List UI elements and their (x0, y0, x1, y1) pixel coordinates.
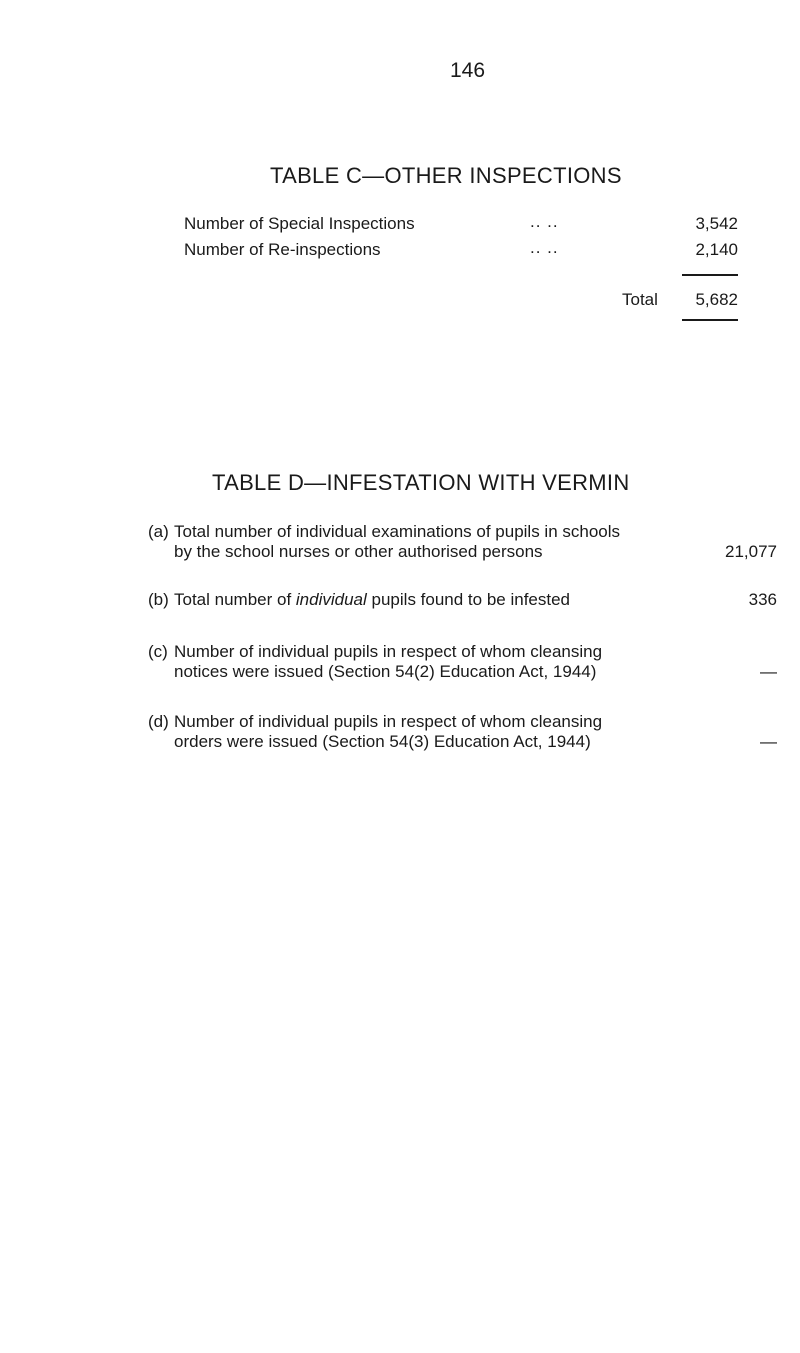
subtotal-rule (682, 274, 738, 276)
item-value: — (760, 732, 777, 751)
list-item (148, 712, 602, 752)
row-value: 3,542 (695, 214, 738, 233)
item-text: Total number of (174, 590, 296, 609)
total-rule (682, 319, 738, 321)
list-item (148, 642, 602, 682)
leader-dots: .. .. (530, 238, 559, 257)
item-letter: (c) (148, 642, 168, 661)
total-value: 5,682 (695, 290, 738, 309)
item-line: notices were issued (Section 54(2) Education Act, 1944) (174, 662, 597, 681)
table-row (184, 214, 415, 234)
item-value: 21,077 (725, 542, 777, 561)
item-letter: (b) (148, 590, 169, 609)
item-line: orders were issued (Section 54(3) Education Act, 1944) (174, 732, 591, 751)
row-label: Number of Special Inspections (184, 214, 415, 233)
item-line: Number of individual pupils in respect of whom cleansing (174, 712, 603, 731)
page-number: 146 (449, 59, 486, 82)
list-item (148, 522, 620, 562)
table-d-title: TABLE D—INFESTATION WITH VERMIN (212, 470, 630, 495)
table-c-title: TABLE C—OTHER INSPECTIONS (270, 163, 622, 188)
item-value: — (760, 662, 777, 681)
table-row (184, 240, 381, 260)
row-value: 2,140 (695, 240, 738, 259)
item-line: Total number of individual examinations of pupils in schools (174, 522, 621, 541)
total-label: Total (622, 290, 658, 309)
item-line: Number of individual pupils in respect of whom cleansing (174, 642, 603, 661)
row-label: Number of Re-inspections (184, 240, 381, 259)
item-italic-text: individual (295, 590, 367, 609)
item-letter: (d) (148, 712, 169, 731)
list-item (148, 590, 570, 610)
item-line: by the school nurses or other authorised persons (174, 542, 543, 561)
item-value: 336 (748, 590, 777, 609)
item-letter: (a) (148, 522, 169, 541)
leader-dots: .. .. (530, 212, 559, 231)
item-text: pupils found to be infested (366, 590, 570, 609)
